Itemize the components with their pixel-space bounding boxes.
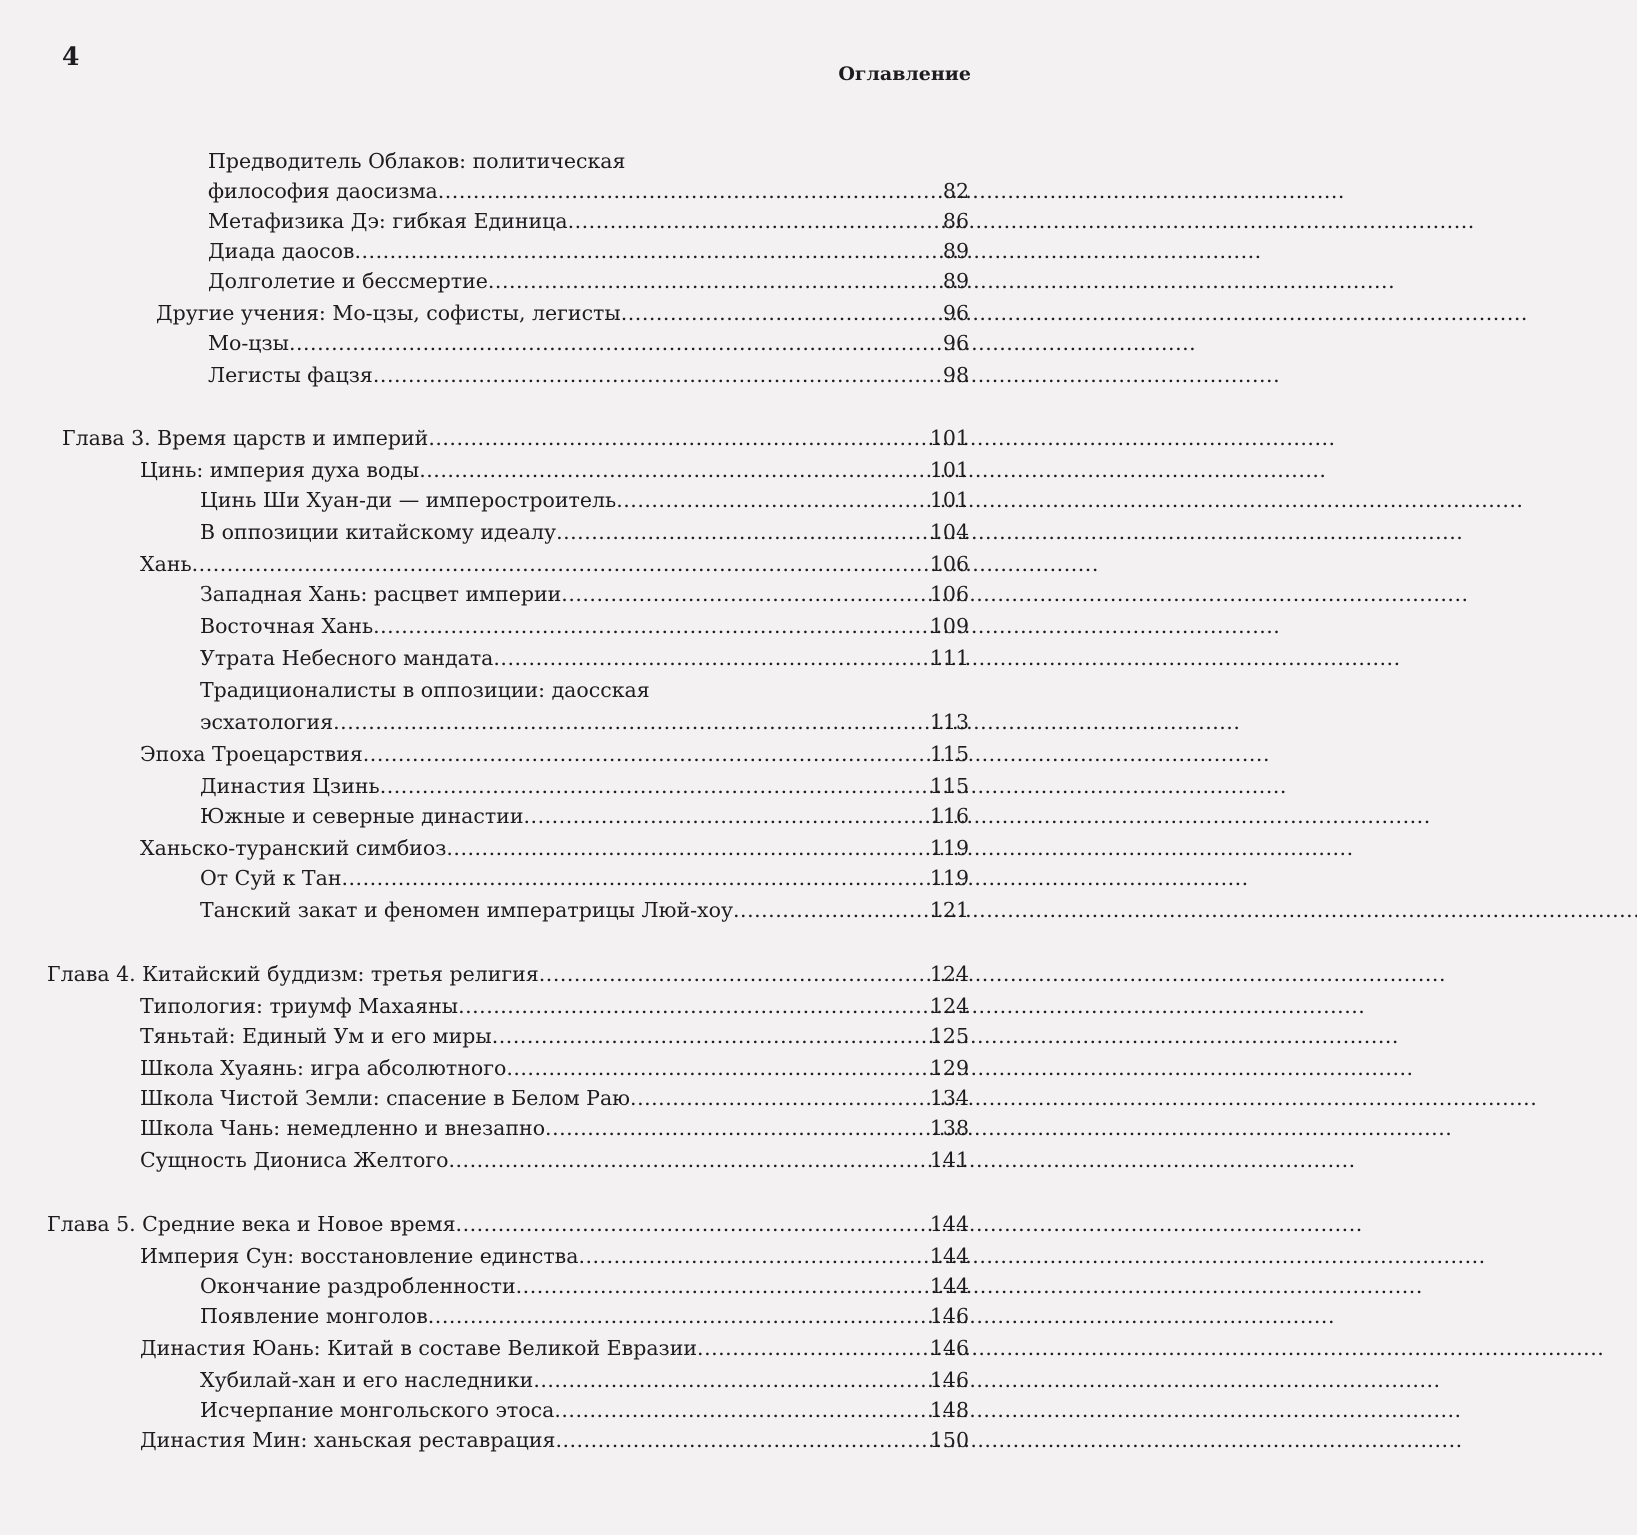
dot-leader — [554, 1395, 923, 1425]
toc-entry-page: 89 — [942, 269, 969, 293]
toc-entry-page: 119 — [929, 866, 969, 890]
toc-entry-title: В оппозиции китайскому идеалу — [200, 520, 557, 544]
toc-entry-title: Цинь: империя духа воды — [140, 458, 420, 482]
toc-entry-title: Долголетие и бессмертие — [208, 269, 488, 293]
toc-entry — [140, 1083, 969, 1113]
toc-entry — [200, 707, 969, 737]
toc-entry — [208, 176, 969, 206]
toc-entry-title: Династия Мин: ханьская реставрация — [140, 1428, 556, 1452]
toc-entry — [208, 360, 969, 390]
toc-entry — [62, 423, 969, 453]
toc-entry — [208, 236, 969, 266]
dot-leader — [363, 739, 923, 769]
dot-leader — [428, 1301, 923, 1331]
toc-entry-page: 150 — [929, 1428, 969, 1452]
toc-entry-page: 138 — [929, 1116, 969, 1140]
toc-entry — [200, 1301, 969, 1331]
toc-entry-title: эсхатология — [200, 710, 334, 734]
dot-leader — [630, 1083, 923, 1113]
toc-entry — [47, 1209, 969, 1239]
running-head: Оглавление — [838, 63, 971, 85]
toc-entry-title: Империя Сун: восстановление единства — [140, 1244, 579, 1268]
toc-entry — [140, 833, 969, 863]
toc-entry — [200, 801, 969, 831]
toc-entry-page: 96 — [942, 301, 969, 325]
toc-entry-page: 146 — [929, 1336, 969, 1360]
toc-entry-page: 101 — [929, 458, 969, 482]
toc-entry-page: 115 — [929, 742, 969, 766]
toc-entry-title: Типология: триумф Махаяны — [140, 994, 459, 1018]
toc-entry-page: 109 — [929, 614, 969, 638]
dot-leader — [373, 611, 923, 641]
toc-entry — [140, 1241, 969, 1271]
dot-leader — [192, 549, 923, 579]
dot-leader — [516, 1271, 923, 1301]
toc-entry-title: Сущность Диониса Желтого — [140, 1148, 449, 1172]
dot-leader — [458, 991, 923, 1021]
toc-entry-title: Тяньтай: Единый Ум и его миры — [140, 1024, 492, 1048]
toc-entry-page: 104 — [929, 520, 969, 544]
dot-leader — [492, 1021, 923, 1051]
toc-entry-title: Исчерпание монгольского этоса — [200, 1398, 555, 1422]
toc-entry — [47, 959, 969, 989]
dot-leader — [456, 1209, 923, 1239]
dot-leader — [539, 959, 923, 989]
dot-leader — [524, 801, 924, 831]
toc-entry-title: Эпоха Троецарствия — [140, 742, 363, 766]
toc-entry-page: 144 — [929, 1274, 969, 1298]
toc-entry-title: Глава 4. Китайский буддизм: третья религия — [47, 962, 539, 986]
toc-entry — [208, 206, 969, 236]
toc-entry-page: 106 — [929, 552, 969, 576]
toc-entry-page: 86 — [942, 209, 969, 233]
toc-entry-page: 146 — [929, 1368, 969, 1392]
toc-entry-title: Легисты фацзя — [208, 363, 373, 387]
toc-entry — [200, 675, 969, 705]
toc-entry-title: Династия Юань: Китай в составе Великой Евразии — [140, 1336, 698, 1360]
dot-leader — [578, 1241, 923, 1271]
toc-entry-title: Цинь Ши Хуан-ди — имперостроитель — [200, 488, 617, 512]
toc-entry-page: 98 — [942, 363, 969, 387]
dot-leader — [289, 328, 923, 358]
dot-leader — [448, 1145, 923, 1175]
toc-entry-title: Традиционалисты в оппозиции: даосская — [200, 678, 650, 702]
toc-entry-page: 125 — [929, 1024, 969, 1048]
toc-entry — [140, 1425, 969, 1455]
toc-entry — [200, 485, 969, 515]
toc-entry-page: 134 — [929, 1086, 969, 1110]
dot-leader — [380, 771, 923, 801]
toc-entry — [200, 1271, 969, 1301]
toc-entry-title: Окончание раздробленности — [200, 1274, 516, 1298]
toc-entry-title: Хань — [140, 552, 192, 576]
toc-entry-title: Предводитель Облаков: политическая — [208, 149, 626, 173]
toc-entry — [200, 771, 969, 801]
dot-leader — [506, 1053, 923, 1083]
toc-entry — [140, 739, 969, 769]
dot-leader — [493, 643, 923, 673]
dot-leader — [438, 176, 923, 206]
toc-entry-page: 101 — [929, 426, 969, 450]
dot-leader — [621, 298, 923, 328]
dot-leader — [533, 1365, 923, 1395]
toc-entry-page: 146 — [929, 1304, 969, 1328]
toc-entry-title: Появление монголов — [200, 1304, 428, 1328]
toc-entry — [200, 1395, 969, 1425]
toc-entry-title: Школа Чистой Земли: спасение в Белом Раю — [140, 1086, 631, 1110]
toc-entry-title: Южные и северные династии — [200, 804, 524, 828]
toc-entry-title: Западная Хань: расцвет империи — [200, 582, 562, 606]
toc-entry — [208, 146, 969, 176]
toc-entry-page: 82 — [942, 179, 969, 203]
dot-leader — [568, 206, 923, 236]
toc-entry — [140, 455, 969, 485]
toc-entry-page: 121 — [929, 898, 969, 922]
toc-entry-page: 144 — [929, 1212, 969, 1236]
dot-leader — [419, 455, 923, 485]
toc-entry — [156, 298, 969, 328]
toc-entry-page: 106 — [929, 582, 969, 606]
dot-leader — [733, 895, 923, 925]
toc-entry-title: Хубилай-хан и его наследники — [200, 1368, 534, 1392]
dot-leader — [488, 266, 923, 296]
toc-entry-page: 115 — [929, 774, 969, 798]
toc-entry-title: Метафизика Дэ: гибкая Единица — [208, 209, 568, 233]
dot-leader — [354, 236, 923, 266]
toc-entry-page: 111 — [929, 646, 969, 670]
toc-entry-page: 148 — [929, 1398, 969, 1422]
dot-leader — [561, 579, 923, 609]
toc-entry-page: 124 — [929, 962, 969, 986]
toc-entry-page: 96 — [942, 331, 969, 355]
toc-entry-page: 119 — [929, 836, 969, 860]
toc-entry — [208, 328, 969, 358]
dot-leader — [373, 360, 923, 390]
toc-entry-title: От Суй к Тан — [200, 866, 342, 890]
toc-entry-title: Ханьско-туранский симбиоз — [140, 836, 447, 860]
toc-entry — [140, 1145, 969, 1175]
toc-entry-title: Другие учения: Мо-цзы, софисты, легисты — [156, 301, 621, 325]
dot-leader — [556, 517, 923, 547]
toc-entry-title: Школа Хуаянь: игра абсолютного — [140, 1056, 507, 1080]
toc-entry-page: 144 — [929, 1244, 969, 1268]
toc-entry-title: философия даосизма — [208, 179, 438, 203]
toc-entry-title: Династия Цзинь — [200, 774, 380, 798]
dot-leader — [428, 423, 923, 453]
dot-leader — [341, 863, 923, 893]
toc-entry — [140, 549, 969, 579]
toc-entry-page: 141 — [929, 1148, 969, 1172]
toc-entry-page: 113 — [929, 710, 969, 734]
page-number: 4 — [62, 42, 80, 71]
toc-entry — [200, 1365, 969, 1395]
toc-entry-page: 89 — [942, 239, 969, 263]
toc-entry — [200, 517, 969, 547]
toc-entry-title: Восточная Хань — [200, 614, 374, 638]
toc-entry — [200, 895, 969, 925]
toc-entry — [200, 643, 969, 673]
toc-entry — [200, 579, 969, 609]
toc-entry-title: Танский закат и феномен императрицы Люй-хоу — [200, 898, 734, 922]
dot-leader — [545, 1113, 923, 1143]
toc-entry — [200, 611, 969, 641]
dot-leader — [697, 1333, 923, 1363]
toc-entry — [140, 1021, 969, 1051]
toc-entry-page: 116 — [929, 804, 969, 828]
dot-leader — [616, 485, 923, 515]
toc-entry-page: 124 — [929, 994, 969, 1018]
toc-entry — [208, 266, 969, 296]
toc-entry — [140, 1333, 969, 1363]
toc-entry — [200, 863, 969, 893]
toc-entry — [140, 1113, 969, 1143]
dot-leader — [333, 707, 923, 737]
toc-entry-title: Мо-цзы — [208, 331, 289, 355]
toc-entry-page: 101 — [929, 488, 969, 512]
toc-entry-title: Утрата Небесного мандата — [200, 646, 494, 670]
dot-leader — [555, 1425, 923, 1455]
toc-entry-title: Школа Чань: немедленно и внезапно — [140, 1116, 546, 1140]
toc-entry — [140, 991, 969, 1021]
toc-entry-title: Глава 5. Средние века и Новое время — [47, 1212, 456, 1236]
toc-entry-title: Диада даосов — [208, 239, 355, 263]
toc-entry — [140, 1053, 969, 1083]
toc-entry-page: 129 — [929, 1056, 969, 1080]
dot-leader — [446, 833, 923, 863]
toc-entry-title: Глава 3. Время царств и империй — [62, 426, 429, 450]
